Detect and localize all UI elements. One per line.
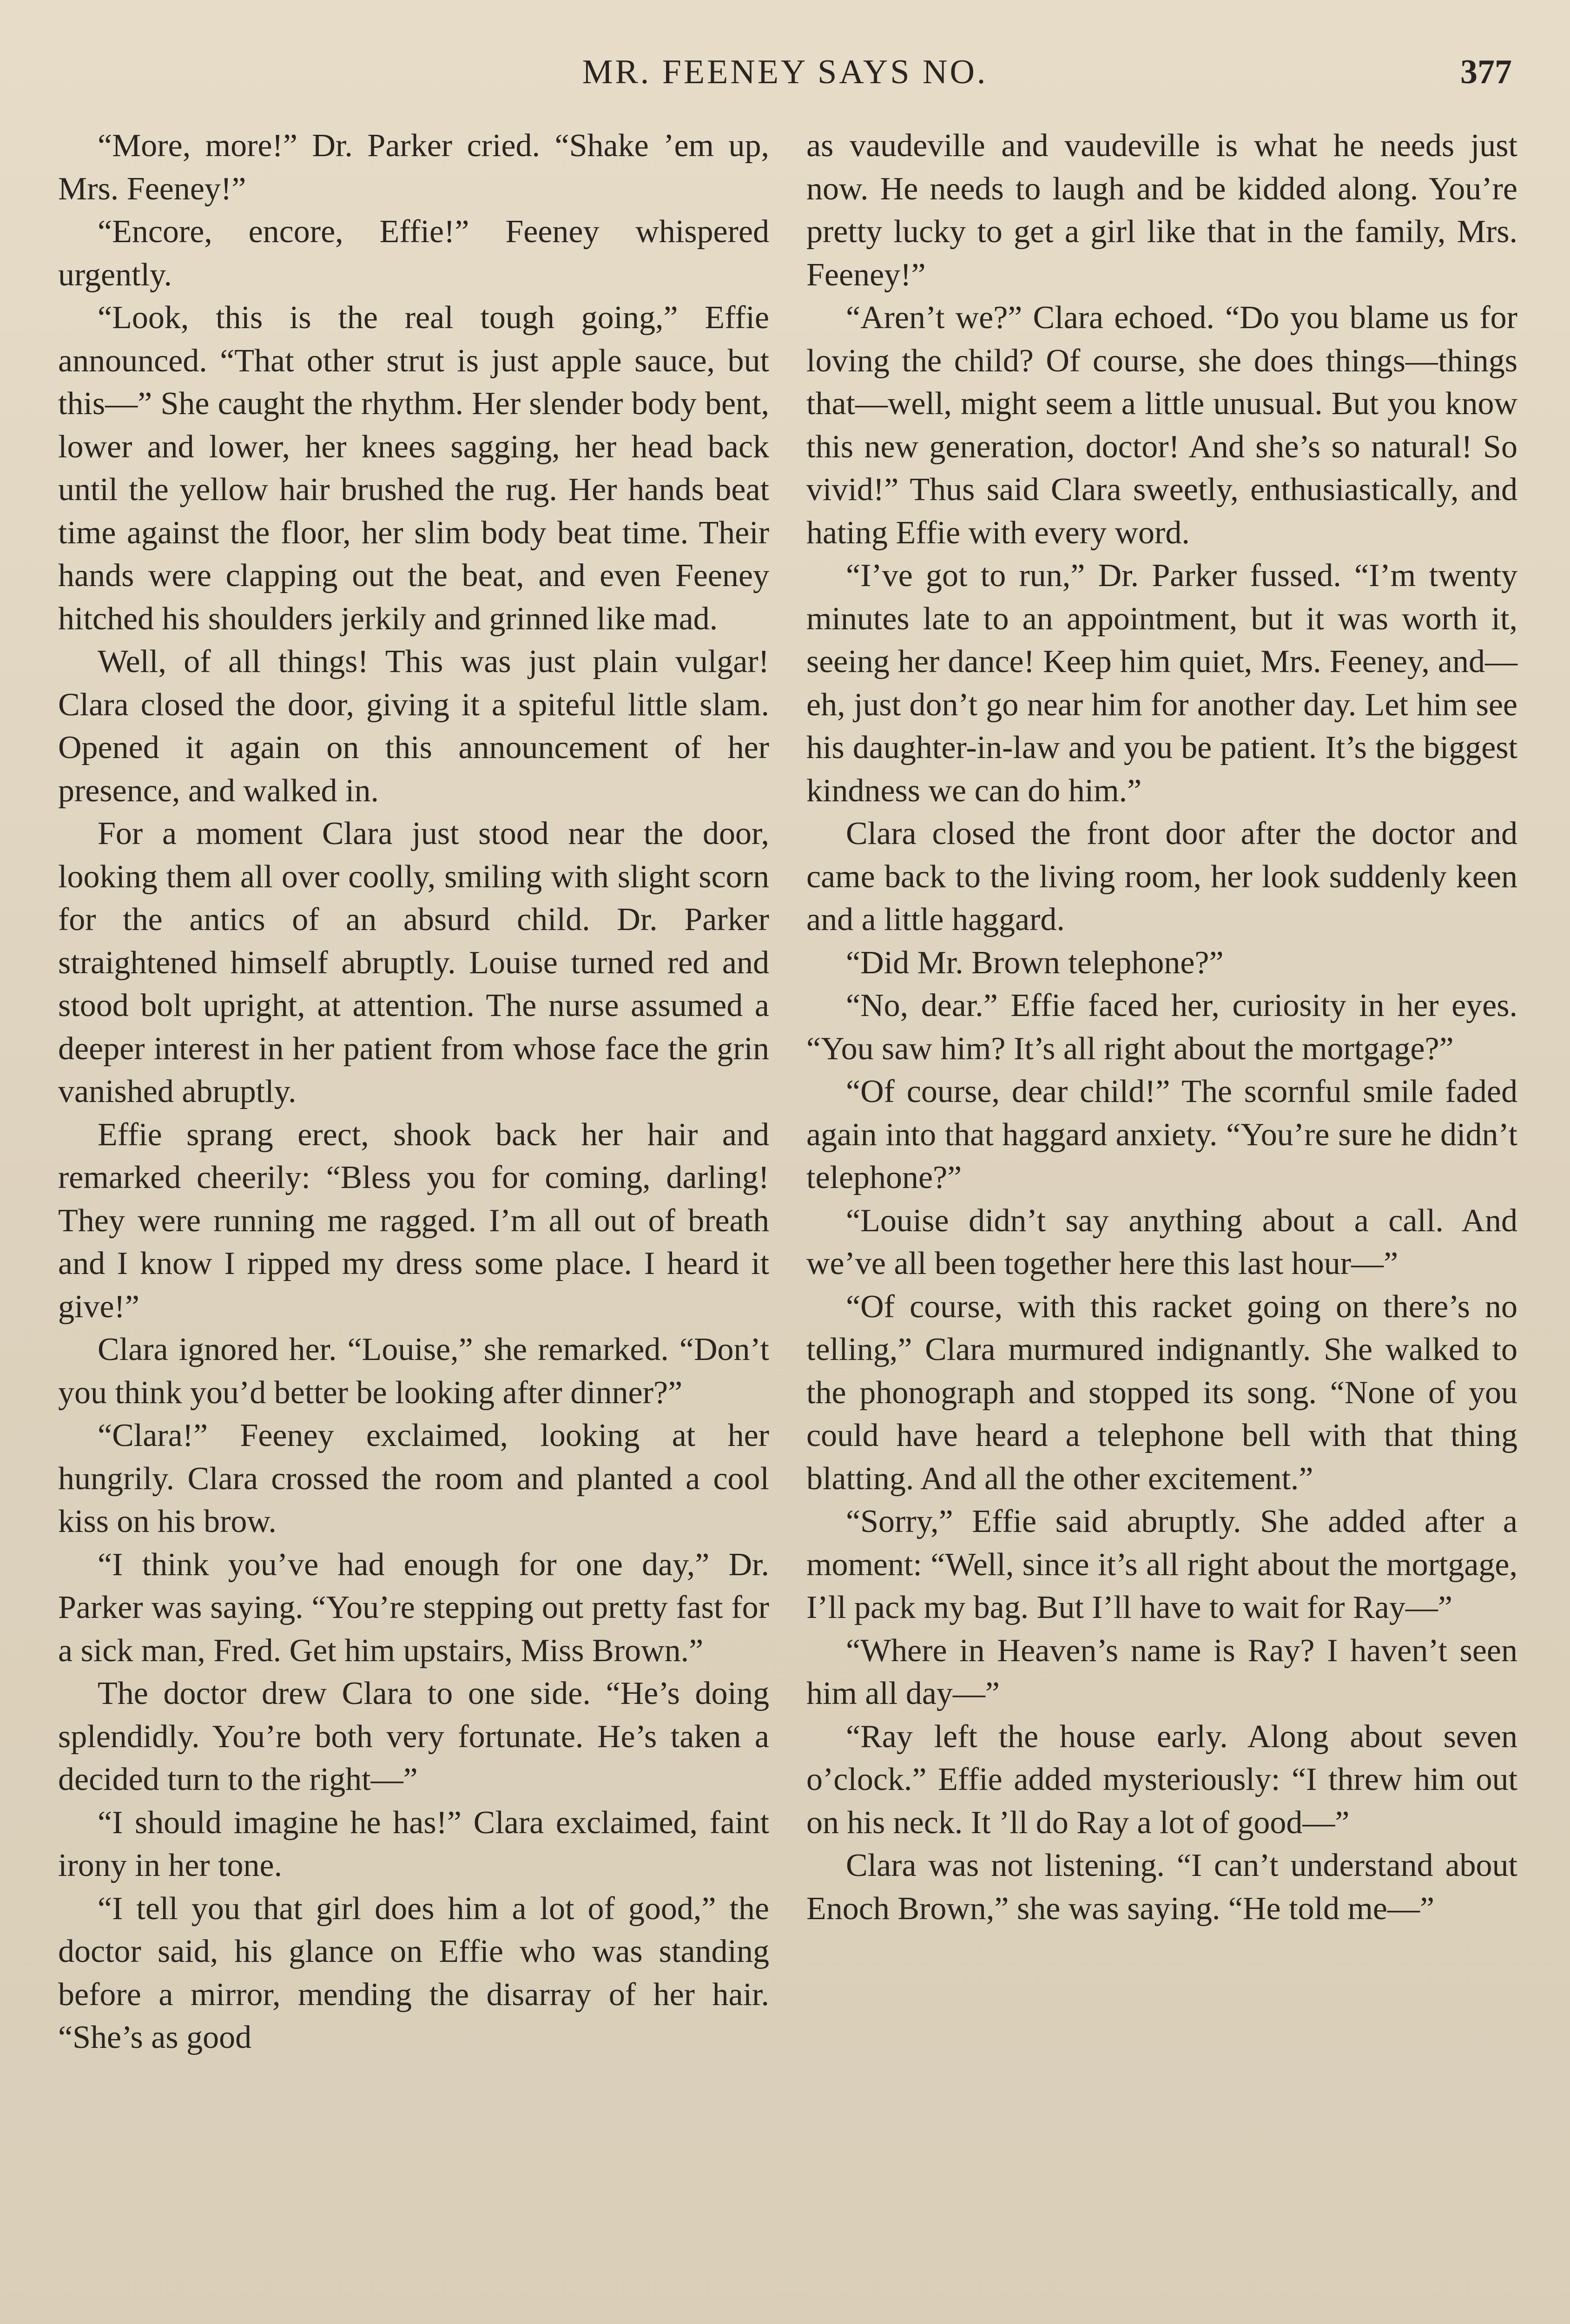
paragraph: “Of course, dear child!” The scornful smile faded again into that haggard anxiety. “You’re sure he didn’t telephone?”: [806, 1074, 1517, 1195]
right-column: [806, 125, 1517, 1930]
running-head: [58, 44, 1512, 100]
paragraph: “Of course, with this racket going on there’s no telling,” Clara murmured indignantly. She walked to the phonograph and stopped its song. “None of you could have heard a telephone bell with that thing blatting. And all the other excitement.”: [806, 1288, 1517, 1497]
paragraph: “Ray left the house early. Along about seven o’clock.” Effie added mysteriously: “I threw him out on his neck. It ’ll do Ray a lot of good—”: [806, 1718, 1517, 1841]
paragraph: “I tell you that girl does him a lot of good,” the doctor said, his glance on Effie who was standing before a mirror, mending the disarray of her hair. “She’s as good: [58, 1890, 769, 2055]
paragraph: Clara was not listening. “I can’t understand about Enoch Brown,” she was saying. “He told me—”: [806, 1848, 1517, 1927]
page-number: 377: [1460, 53, 1512, 91]
paragraph: Clara ignored her. “Louise,” she remarked. “Don’t you think you’d better be looking after dinner?”: [58, 1332, 769, 1411]
paragraph: “I think you’ve had enough for one day,” Dr. Parker was saying. “You’re stepping out pretty fast for a sick man, Fred. Get him upstairs, Miss Brown.”: [58, 1546, 769, 1669]
paragraph: “Aren’t we?” Clara echoed. “Do you blame us for loving the child? Of course, she does things—things that—well, might seem a little unusual. But you know this new generation, doctor! And she’s so natural! So vivid!” Thus said Clara sweetly, enthusiastically, and hating Effie with every word.: [806, 300, 1517, 551]
paragraph: “Encore, encore, Effie!” Feeney whispered urgently.: [58, 214, 769, 293]
paragraph: “More, more!” Dr. Parker cried. “Shake ’em up, Mrs. Feeney!”: [58, 128, 769, 207]
paragraph: “Did Mr. Brown telephone?”: [846, 944, 1224, 981]
paragraph: “I should imagine he has!” Clara exclaimed, faint irony in her tone.: [58, 1804, 769, 1883]
paragraph: For a moment Clara just stood near the door, looking them all over coolly, smiling with slight scorn for the antics of an absurd child. Dr. Parker straightened himself abruptly. Louise turned red and stood bolt upright, at attention. The nurse assumed a deeper interest in her patient from whose face the grin vanished abruptly.: [58, 816, 769, 1109]
paragraph: “Louise didn’t say anything about a call. And we’ve all been together here this last hour—”: [806, 1202, 1517, 1281]
paragraph: Effie sprang erect, shook back her hair and remarked cheerily: “Bless you for coming, darling! They were running me ragged. I’m all out of breath and I know I ripped my dress some place. I heard it give!”: [58, 1116, 769, 1325]
paragraph: The doctor drew Clara to one side. “He’s doing splendidly. You’re both very fortunate. He’s taken a decided turn to the right—”: [58, 1676, 769, 1797]
paragraph: “Sorry,” Effie said abruptly. She added after a moment: “Well, since it’s all right about the mortgage, I’ll pack my bag. But I’ll have to wait for Ray—”: [806, 1504, 1517, 1625]
paragraph: “Clara!” Feeney exclaimed, looking at her hungrily. Clara crossed the room and planted a cool kiss on his brow.: [58, 1418, 769, 1539]
paragraph: “Look, this is the real tough going,” Effie announced. “That other strut is just apple sauce, but this—” She caught the rhythm. Her slender body bent, lower and lower, her knees sagging, her head back until the yellow hair brushed the rug. Her hands beat time against the floor, her slim body beat time. Their hands were clapping out the beat, and even Feeney hitched his shoulders jerkily and grinned like mad.: [58, 300, 769, 637]
running-title: MR. FEENEY SAYS NO.: [582, 53, 988, 91]
paragraph: “No, dear.” Effie faced her, curiosity in her eyes. “You saw him? It’s all right about the mortgage?”: [806, 988, 1517, 1067]
left-column: [58, 125, 769, 2060]
paragraph-continued: as vaudeville and vaudeville is what he needs just now. He needs to laugh and be kidded along. You’re pretty lucky to get a girl like that in the family, Mrs. Feeney!”: [806, 128, 1517, 293]
paragraph: Clara closed the front door after the doctor and came back to the living room, her look suddenly keen and a little haggard.: [806, 816, 1517, 938]
paragraph: Well, of all things! This was just plain vulgar! Clara closed the door, giving it a spiteful little slam. Opened it again on this announcement of her presence, and walked in.: [58, 644, 769, 809]
paragraph: “Where in Heaven’s name is Ray? I haven’t seen him all day—”: [806, 1632, 1517, 1711]
paragraph: “I’ve got to run,” Dr. Parker fussed. “I’m twenty minutes late to an appointment, but it was worth it, seeing her dance! Keep him quiet, Mrs. Feeney, and—eh, just don’t go near him for another day. Let him see his daughter-in-law and you be patient. It’s the biggest kindness we can do him.”: [806, 558, 1517, 809]
